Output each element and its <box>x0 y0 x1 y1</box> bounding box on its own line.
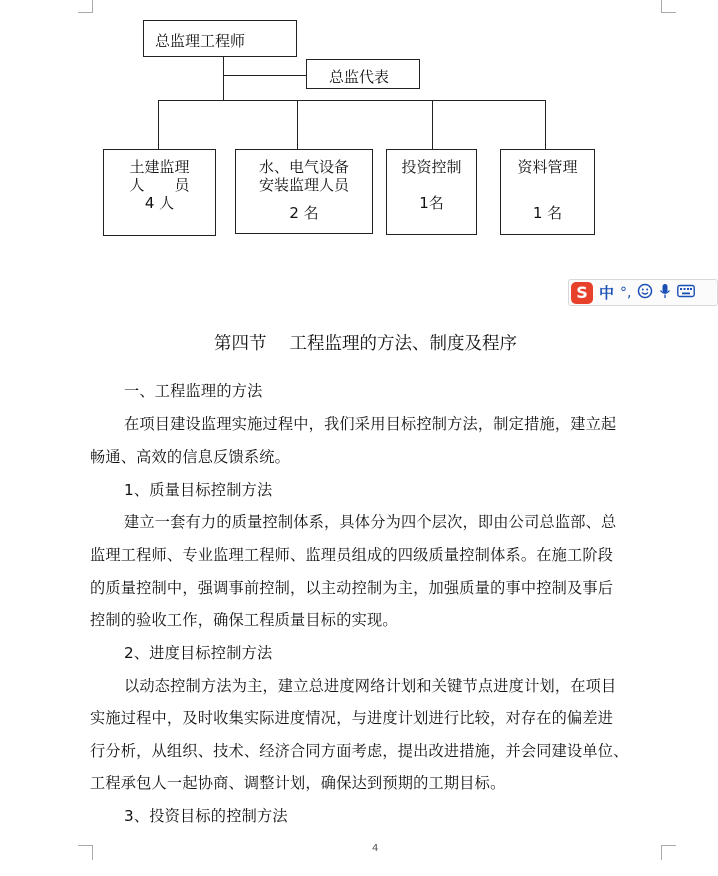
org-box-civil <box>103 149 216 236</box>
page-number: 4 <box>372 843 379 854</box>
corner-mark-top-left <box>78 0 93 13</box>
paragraph-line: 工程承包人一起协商、调整计划，确保达到预期的工期目标。 <box>90 774 506 792</box>
section-title: 第四节 工程监理的方法、制度及程序 <box>214 334 518 354</box>
microphone-icon[interactable] <box>659 283 671 303</box>
dept-line: 水、电气设备 <box>258 158 349 176</box>
corner-mark-top-right <box>661 0 676 13</box>
emoji-icon[interactable] <box>637 283 653 303</box>
paragraph-line: 的质量控制中，强调事前控制，以主动控制为主，加强质量的事中控制及事后 <box>90 579 614 597</box>
connector-horizontal-bus <box>158 100 546 101</box>
dept-line: 2 名 <box>289 204 319 222</box>
dept-line: 投资控制 <box>401 158 462 176</box>
org-box-deputy <box>306 59 420 89</box>
dept-line: 资料管理 <box>517 158 578 176</box>
connector-drop-1 <box>158 100 159 149</box>
connector-drop-3 <box>432 100 433 149</box>
corner-mark-bottom-left <box>78 845 93 860</box>
connector-drop-4 <box>545 100 546 149</box>
dept-line: 4 人 <box>144 194 175 212</box>
heading-schedule: 2、进度目标控制方法 <box>124 644 273 662</box>
org-box-chief-engineer-label: 总监理工程师 <box>155 32 246 50</box>
connector-drop-2 <box>297 100 298 149</box>
org-box-mep <box>235 149 373 234</box>
org-box-investment <box>386 149 477 235</box>
heading-quality: 1、质量目标控制方法 <box>124 481 273 499</box>
corner-mark-bottom-right <box>661 845 676 860</box>
paragraph-line: 在项目建设监理实施过程中，我们采用目标控制方法，制定措施，建立起 <box>124 415 617 433</box>
paragraph-line: 建立一套有力的质量控制体系，具体分为四个层次，即由公司总监部、总 <box>124 513 617 531</box>
ime-language-toggle[interactable]: 中 <box>599 284 615 302</box>
connector-main-vertical <box>223 57 224 100</box>
paragraph-line: 监理工程师、专业监理工程师、监理员组成的四级质量控制体系。在施工阶段 <box>90 546 614 564</box>
paragraph-line: 控制的验收工作，确保工程质量目标的实现。 <box>90 611 398 629</box>
paragraph-line: 行分析，从组织、技术、经济合同方面考虑，提出改进措施，并会同建设单位、 <box>90 742 629 760</box>
paragraph-line: 实施过程中，及时收集实际进度情况，与进度计划进行比较，对存在的偏差进 <box>90 709 614 727</box>
ime-logo-icon[interactable]: S <box>571 282 593 304</box>
heading-investment: 3、投资目标的控制方法 <box>124 807 288 825</box>
ime-punctuation-toggle[interactable]: °, <box>620 284 632 301</box>
keyboard-icon[interactable] <box>677 284 695 302</box>
ime-toolbar[interactable] <box>568 279 718 306</box>
paragraph-line: 以动态控制方法为主，建立总进度网络计划和关键节点进度计划，在项目 <box>124 677 617 695</box>
org-box-chief-engineer <box>143 20 297 57</box>
dept-line: 人 员 <box>129 176 190 194</box>
dept-line: 土建监理 <box>129 158 190 176</box>
heading-methods: 一、工程监理的方法 <box>124 382 263 400</box>
dept-line: 安装监理人员 <box>258 176 349 194</box>
dept-line: 1名 <box>419 194 444 212</box>
connector-deputy <box>223 75 306 76</box>
paragraph-line: 畅通、高效的信息反馈系统。 <box>90 448 291 466</box>
org-box-deputy-label: 总监代表 <box>329 68 390 86</box>
dept-line: 1 名 <box>532 204 563 222</box>
org-box-documents <box>500 149 595 235</box>
